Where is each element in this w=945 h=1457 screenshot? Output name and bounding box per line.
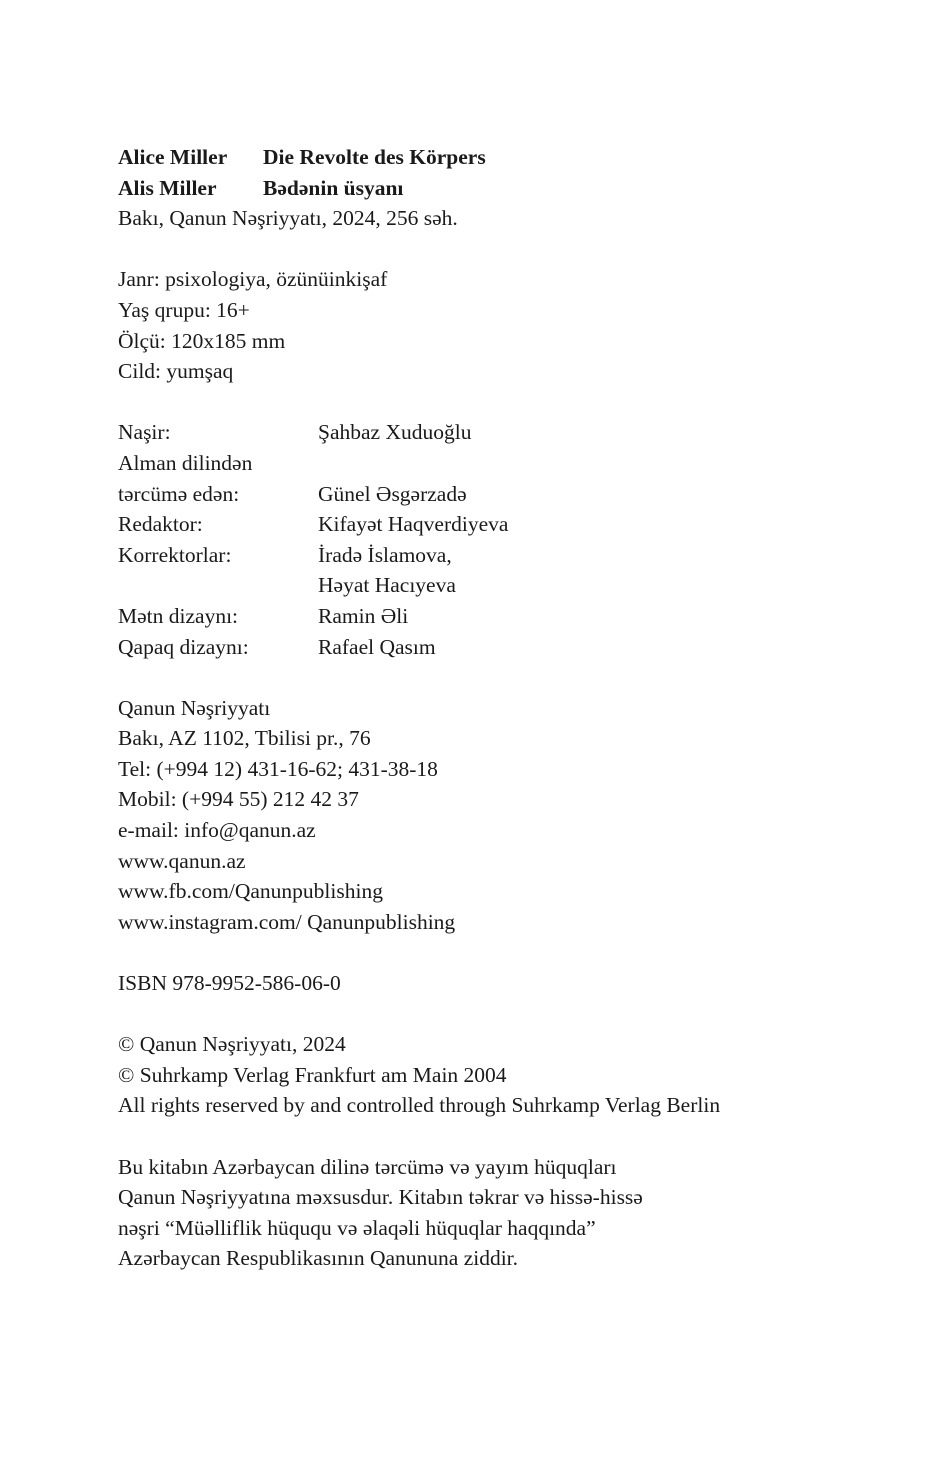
meta-block (118, 264, 878, 386)
credit-row (118, 540, 878, 571)
credits-block (118, 417, 878, 662)
rights-line: All rights reserved by and controlled through Suhrkamp Verlag Berlin (118, 1093, 721, 1118)
credit-value: Kifayət Haqverdiyeva (318, 512, 509, 537)
spacer (118, 387, 878, 418)
credit-value: Şahbaz Xuduoğlu (318, 420, 472, 445)
original-author: Alice Miller (118, 145, 228, 169)
publisher-phone: Tel: (+994 12) 431-16-62; 431-38-18 (118, 756, 438, 781)
contact-block (118, 693, 878, 938)
copyright-block (118, 1029, 878, 1121)
credit-row (118, 479, 878, 510)
meta-genre: Janr: psixologiya, özünüinkişaf (118, 267, 388, 292)
publisher-address: Bakı, AZ 1102, Tbilisi pr., 76 (118, 726, 371, 751)
original-title: Die Revolte des Körpers (263, 145, 486, 169)
copyright-line: © Suhrkamp Verlag Frankfurt am Main 2004 (118, 1062, 507, 1087)
spacer (118, 937, 878, 968)
credit-label: tərcümə edən: (118, 481, 240, 506)
credit-value: Rafael Qasım (318, 634, 436, 659)
imprint-line: Bakı, Qanun Nəşriyyatı, 2024, 256 səh. (118, 206, 458, 231)
credit-label: Redaktor: (118, 512, 203, 537)
credit-row (118, 632, 878, 663)
publisher-instagram: www.instagram.com/ Qanunpublishing (118, 909, 456, 934)
meta-age-group: Yaş qrupu: 16+ (118, 297, 250, 322)
copyright-line: © Qanun Nəşriyyatı, 2024 (118, 1032, 346, 1057)
credit-label: Alman dilindən (118, 450, 253, 475)
credit-row (118, 570, 878, 601)
notice-line: nəşri “Müəlliflik hüququ və əlaqəli hüquqlar haqqında” (118, 1215, 596, 1240)
notice-line: Qanun Nəşriyyatına məxsusdur. Kitabın təkrar və hissə-hissə (118, 1185, 643, 1210)
spacer (118, 662, 878, 693)
spacer (118, 234, 878, 265)
credit-value: Ramin Əli (318, 603, 409, 628)
credit-row (118, 417, 878, 448)
copyright-page (118, 142, 878, 1274)
spacer (118, 1121, 878, 1152)
credit-label: Korrektorlar: (118, 542, 232, 567)
credit-value: Həyat Hacıyeva (318, 573, 456, 598)
publisher-website: www.qanun.az (118, 848, 246, 873)
credit-value (318, 448, 878, 479)
credit-row (118, 448, 878, 479)
meta-binding: Cild: yumşaq (118, 359, 234, 384)
translated-title-row (118, 173, 878, 204)
credit-label: Mətn dizaynı: (118, 603, 239, 628)
original-title-row (118, 142, 878, 173)
credit-value: İradə İslamova, (318, 542, 452, 567)
credit-label: Naşir: (118, 420, 171, 445)
notice-line: Bu kitabın Azərbaycan dilinə tərcümə və yayım hüquqları (118, 1154, 617, 1179)
notice-line: Azərbaycan Respublikasının Qanununa ziddir. (118, 1246, 519, 1271)
credit-row (118, 601, 878, 632)
publisher-facebook: www.fb.com/Qanunpublishing (118, 879, 383, 904)
credit-row (118, 509, 878, 540)
isbn: ISBN 978-9952-586-06-0 (118, 971, 341, 996)
translated-title: Bədənin üsyanı (263, 175, 404, 200)
credit-label (118, 570, 318, 601)
translated-author: Alis Miller (118, 175, 217, 200)
publisher-email: e-mail: info@qanun.az (118, 818, 316, 843)
publisher-name: Qanun Nəşriyyatı (118, 695, 271, 720)
meta-size: Ölçü: 120x185 mm (118, 328, 286, 353)
credit-label: Qapaq dizaynı: (118, 634, 249, 659)
spacer (118, 999, 878, 1030)
publisher-mobile: Mobil: (+994 55) 212 42 37 (118, 787, 359, 812)
credit-value: Günel Əsgərzadə (318, 481, 467, 506)
legal-notice (118, 1152, 878, 1274)
